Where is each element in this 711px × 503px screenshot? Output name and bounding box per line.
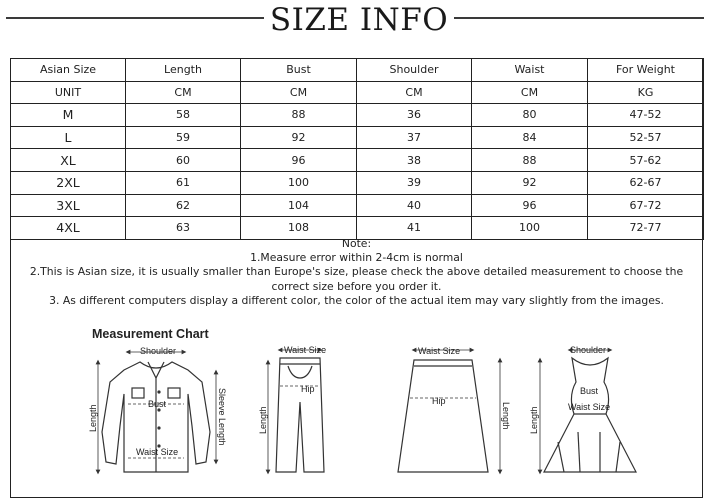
measurement-chart-illustration — [88, 322, 658, 492]
measurement-chart — [88, 322, 658, 492]
size-label-cell: M — [11, 104, 126, 127]
shirt-bust-label: Bust — [148, 399, 167, 409]
table-row — [11, 194, 704, 217]
table-cell: 92 — [472, 171, 588, 194]
table-cell: 96 — [472, 194, 588, 217]
table-cell: 104 — [241, 194, 357, 217]
unit-row — [11, 81, 704, 104]
column-header: For Weight — [588, 59, 704, 82]
shirt-shoulder-label: Shoulder — [140, 346, 177, 356]
table-cell: 84 — [472, 126, 588, 149]
table-cell: 62-67 — [588, 171, 704, 194]
table-cell: 67-72 — [588, 194, 704, 217]
pants-illustration — [268, 350, 324, 472]
measurement-chart-title: Measurement Chart — [92, 327, 209, 341]
table-row — [11, 171, 704, 194]
table-cell: 96 — [241, 149, 357, 172]
header — [0, 0, 711, 40]
dress-shoulder-label: Shoulder — [570, 345, 607, 355]
table-cell: 39 — [357, 171, 472, 194]
skirt-illustration — [398, 350, 500, 472]
note-line-3: 3. As different computers display a different color, the color of the actual item may vary slightly from the images. — [49, 293, 664, 307]
table-cell: 37 — [357, 126, 472, 149]
table-row — [11, 126, 704, 149]
table-row — [11, 217, 704, 240]
shirt-waist-label: Waist Size — [136, 447, 179, 457]
header-rule-left — [6, 17, 264, 19]
column-header: Waist — [472, 59, 588, 82]
note-line-2: 2.This is Asian size, it is usually smaller than Europe's size, please check the above detailed measurement to choose the correct size before you order it. — [29, 265, 684, 293]
unit-cell: KG — [588, 81, 704, 104]
column-header: Length — [126, 59, 241, 82]
notes — [11, 237, 702, 308]
header-row — [11, 59, 704, 82]
table-cell: 88 — [241, 104, 357, 127]
size-label-cell: L — [11, 126, 126, 149]
skirt-waist-label: Waist Size — [418, 346, 461, 356]
table-cell: 52-57 — [588, 126, 704, 149]
column-header: Bust — [241, 59, 357, 82]
table-cell: 41 — [357, 217, 472, 240]
table-row — [11, 149, 704, 172]
unit-cell: CM — [357, 81, 472, 104]
table-cell: 47-52 — [588, 104, 704, 127]
table-cell: 88 — [472, 149, 588, 172]
table-row — [11, 104, 704, 127]
size-label-cell: XL — [11, 149, 126, 172]
unit-cell: CM — [472, 81, 588, 104]
table-cell: 108 — [241, 217, 357, 240]
header-rule-right — [454, 17, 704, 19]
shirt-length-label: Length — [88, 404, 98, 432]
table-cell: 57-62 — [588, 149, 704, 172]
page-title: SIZE INFO — [269, 2, 449, 38]
table-cell: 63 — [126, 217, 241, 240]
table-cell: 40 — [357, 194, 472, 217]
table-cell: 58 — [126, 104, 241, 127]
size-label-cell: 2XL — [11, 171, 126, 194]
shirt-sleeve-label: Sleeve Length — [217, 388, 227, 446]
size-table — [10, 58, 704, 240]
skirt-length-label: Length — [501, 402, 511, 430]
size-label-cell: 3XL — [11, 194, 126, 217]
table-cell: 80 — [472, 104, 588, 127]
dress-length-label: Length — [529, 406, 539, 434]
column-header: Shoulder — [357, 59, 472, 82]
note-line-1: 1.Measure error within 2-4cm is normal — [250, 251, 463, 265]
table-cell: 72-77 — [588, 217, 704, 240]
table-cell: 62 — [126, 194, 241, 217]
pants-hip-label: Hip — [301, 384, 315, 394]
table-cell: 36 — [357, 104, 472, 127]
dress-waist-label: Waist Size — [568, 402, 611, 412]
unit-cell: CM — [126, 81, 241, 104]
table-cell: 100 — [241, 171, 357, 194]
table-cell: 100 — [472, 217, 588, 240]
table-cell: 59 — [126, 126, 241, 149]
dress-bust-label: Bust — [580, 386, 599, 396]
column-header: Asian Size — [11, 59, 126, 82]
table-cell: 38 — [357, 149, 472, 172]
table-cell: 60 — [126, 149, 241, 172]
unit-cell: UNIT — [11, 81, 126, 104]
skirt-hip-label: Hip — [432, 396, 446, 406]
size-label-cell: 4XL — [11, 217, 126, 240]
pants-waist-label: Waist Size — [284, 345, 327, 355]
unit-cell: CM — [241, 81, 357, 104]
pants-length-label: Length — [258, 406, 268, 434]
note-heading: Note: — [341, 237, 372, 250]
table-cell: 92 — [241, 126, 357, 149]
table-cell: 61 — [126, 171, 241, 194]
